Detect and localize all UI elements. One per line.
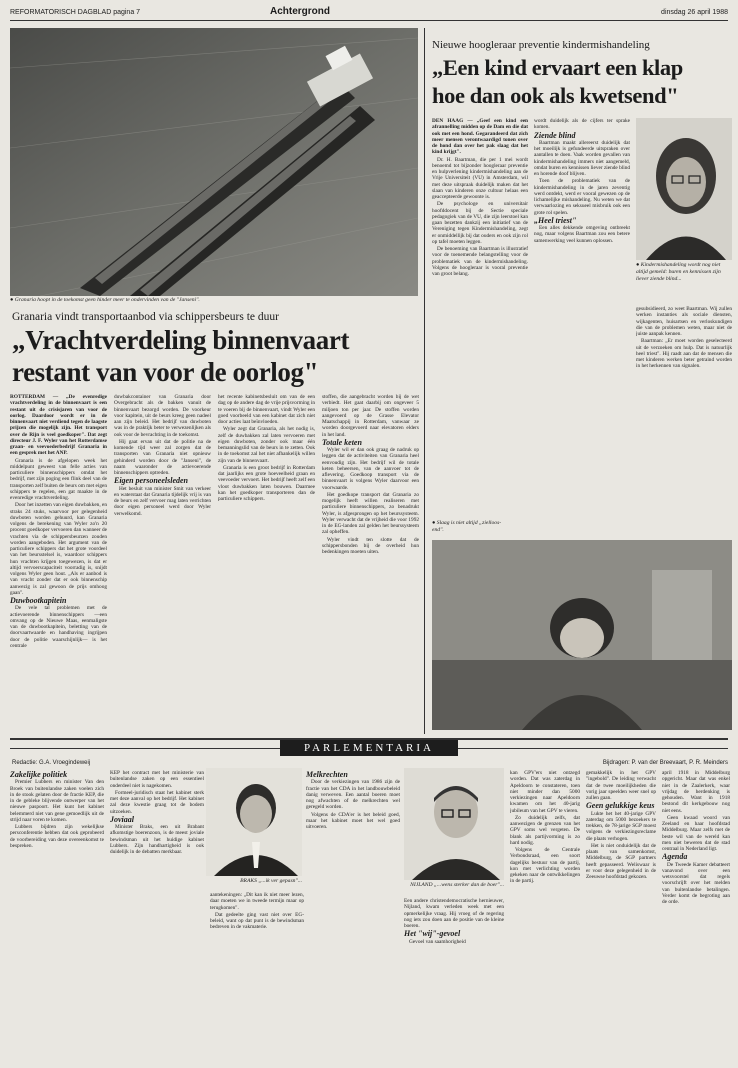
parlement-col-6 bbox=[586, 770, 656, 1060]
braks-portrait bbox=[206, 768, 302, 876]
paragraph: Volgens de Centrale Verbondsraad, een soort dagelijks bestuur van de partij, kon met verlichting worden gekeken naar de ontwikkelingen in de partij. bbox=[510, 847, 580, 885]
parlement-col-7 bbox=[662, 770, 730, 1060]
paragraph: Lubbers bijdren zijn wekelijkse persconferentie hebben dat ook geprobeerd de voorbereiding van deze overeenkomst te bespreken. bbox=[10, 824, 104, 849]
paragraph: Minister Braks, een uit Brabant afkomstige boerenzoon, is de meest joviale bewindsman uit het huidige kabinet Lubbers. Zijn handhartigheid is ook duidelijk in de debatten merkbaar. bbox=[110, 824, 204, 855]
parlement-col-4 bbox=[404, 898, 504, 1060]
subheading: Joviaal bbox=[110, 814, 134, 824]
paragraph: Het is niet onduidelijk dat de plaats van samenkomst, Middelburg, de SGP partners heeft gepasseerd. Weliswaar is er voor deze gelegenheid in de Zeeuwse hoofdstad gekozen. bbox=[586, 842, 656, 880]
subheading: Duwbootkapitein bbox=[10, 596, 67, 605]
paragraph: Hij gaat ervan uit dat de politie na de komende tijd weer zal zorgen dat de transporten van Granaria niet opnieuw gehinderd worden door de "Janseni", de naam waaronder de actievoerende binnenschippers optreden. bbox=[114, 438, 211, 476]
children-photo bbox=[432, 540, 732, 730]
paragraph: Gevoel van saamhorigheid bbox=[409, 938, 466, 945]
paragraph: De benoeming van Baartman is illustratief voor de toenemende belangstelling voor de problematiek van de kindermishandeling. Volgens de hoogleraar is vooral preventie van groot belang. bbox=[432, 246, 528, 277]
issue-date: dinsdag 26 april 1988 bbox=[661, 9, 728, 16]
interview-col-3 bbox=[636, 306, 732, 538]
paragraph: Zo duidelijk zelfs, dat aanwezigen de grenzen van het GPV soms wel vergeten. De blank als partijvorming is zo hard nodig. bbox=[510, 814, 580, 846]
paragraph: Formeel-juridisch staat het kabinet sterk met deze aanval op het bedrijf. Het kabinet zal deze kwestie graag tot de bodem uitzoeken. bbox=[110, 789, 204, 815]
page-header bbox=[10, 8, 728, 21]
parlement-col-5 bbox=[510, 770, 580, 1060]
subheading: Het "wij"-gevoel bbox=[404, 929, 461, 939]
nijland-photo bbox=[404, 768, 504, 880]
paragraph: duwbakcontainer van Granaria door Overgebracht als de bakken vanuit de binnenvaart bezorgd worden. De voorkeur voor kapitein, uit de beurs kreeg geen nadeel aan zijn beleid. Het bedrijf van duwboten was in de praktijk beter te verwezenlijken als ook voor de bevrachting in de toekomst. bbox=[114, 394, 211, 438]
paragraph: Door het inzetten van eigen duwbakken, en straks 24 stuks, waarvoor per gelegenheid duwboten worden gehuurd, kan Granaria volgens de berekening van Wyler zo'n 20 procent goedkoper vervoeren dan wanneer de vrachten via de schippersbeurzen zouden worden aangeboden. Het argument van de particuliere schippers dat het grote voordeel van het beursstelsel is, waardoor schippers hun vrachten krijgen toegewezen, is dat er altijd vervoerscapaciteit voorradig is, snijdt volgens Wyler geen hout. „Als er aanbod is van vracht zonder dat er ook binnenschip aanwezig is zal gewoon de prijs omhoog gaan". bbox=[10, 502, 107, 596]
subheading: Melkrechten bbox=[306, 770, 348, 779]
braks-photo bbox=[206, 768, 302, 876]
parlement-col-3 bbox=[210, 892, 304, 1060]
braks-caption: BRAKS „...ik ver gepasn"... bbox=[240, 878, 302, 884]
paragraph: aantekeningen: „Dit kan ik niet meer lezen, daar moeten we in tweede termijn maar op terugkomen". bbox=[210, 892, 304, 911]
interview-headline-line2: hoe dan ook als kwetsend" bbox=[432, 83, 679, 108]
transport-kicker: Granaria vindt transportaanbod via schippersbeurs te duur bbox=[12, 311, 279, 323]
paragraph: gesubsidieerd, zo weet Baartman. Wij zullen werken instanties als sociale diensten, wijkagenten, huisartsen en verloskundigen die van de problemen weten, maar niet de juiste aanpak kennen. bbox=[636, 306, 732, 337]
vertical-divider bbox=[424, 28, 425, 734]
paragraph: Door de verkiezingen van 1986 zijn de fractie van het CDA in het landbouwbeleid danig verweven. Een aantal boeren moet nog afwachten of de melkrechten wel geregeld worden. bbox=[306, 779, 400, 811]
portrait-illustration bbox=[636, 118, 732, 260]
nijland-portrait bbox=[404, 768, 504, 880]
interview-kicker: Nieuwe hoogleraar preventie kindermishandeling bbox=[432, 39, 650, 51]
paragraph: Granaria is een groot bedrijf in Rotterdam dat jaarlijks een grote hoeveelheid graan en veevoeder vervoert. Het bedrijf heeft zelf een vloot duwbakken laten bouwen. Daarmee kan het goedkoper transporteren dan de particuliere schippers. bbox=[218, 464, 315, 502]
barge-photo-illustration bbox=[10, 28, 418, 296]
subheading: Ziende blind bbox=[534, 130, 576, 140]
paragraph: Dr. H. Baartman, die per 1 mei wordt benoemd tot bijzonder hoogleraar preventie en hulpverlening kindermishandeling aan de Vrije Universiteit (VU) in Amsterdam, wil met deze uitspraak duidelijk maken dat het slaan van kinderen onze cultuur helaas een geaccepteerde gewoonte is. bbox=[432, 156, 528, 200]
paragraph: kan GPV'ers niet ontzegd worden. Dat was zaterdag in Apeldoorn te constateren, toen niet minder dan 5000 verkiezingen naar Apeldoorn kwamen om het 40-jarig jubileum van het GPV te vieren. bbox=[510, 770, 580, 814]
paragraph: De vele tal problemen met de actievoerende binnenschippers —een omvang op de Nieuwe Maas, eenmaligste van de duwbootkapitein, beletting van de doorvaartwaarde en handhaving ingrijpen door de politie waarschijnlijk— is het centrale bbox=[10, 605, 107, 649]
subheading: Totale keten bbox=[322, 437, 362, 447]
paragraph: Premier Lubbers en minister Van den Broek van buitenlandse zaken voelen zich in de stook gelaten door de fractie KEP, die in de gebleke blijvende ontwerper van het nieuwe paspoort. Het kunt het kabinet belemmerd niet van gene gemoedlijk uit de strijd naar voren te komen. bbox=[10, 779, 104, 823]
paragraph: Een alles dekkende omgeving ontbreekt nog, maar volgens Baartman zou een betere samenwerking veel kunnen oplossen. bbox=[534, 225, 630, 244]
logo-band-right bbox=[458, 748, 728, 749]
paragraph: Volgens de CDA'er is het beleid goed, maar het kabinet moet het wel goed uitvoeren. bbox=[306, 811, 400, 830]
paragraph: Baartman maakt allereerst duidelijk dat het moeilijk is gefundeerde uitspraken over aantallen te doen. Vaak worden gevallen van kindermishandeling immers niet aangemeld, omdat buren en kennissen liever ziende blind en horende doof blijven. bbox=[534, 139, 630, 177]
paragraph: Een andere christendemocratische hernieuwer, Nijland, kwam verleden week met een opmerkelijke vraag. Hij vroeg of de regering nog iets zou doen aan de positie van de kleine boeren. bbox=[404, 898, 504, 929]
transport-col-1 bbox=[10, 394, 107, 734]
paragraph: april 1918 in Middelburg opgericht. Maar dat was enkel niet in de Zaalerkerk, waar vrijdag de herdenking is gehouden. Want in 1918 bestond dit kerkgebouw nog niet eens. bbox=[662, 770, 730, 814]
barge-photo bbox=[10, 28, 418, 296]
interview-dateline: DEN HAAG — „Geef een kind een afrannelling midden op de Dam en die dat ook met een hond. Gegarandeerd dat zich meer mensen verontwaardigd tonen over de hond dan over het pak slaag dat het kind krijgt". bbox=[432, 118, 528, 156]
transport-headline bbox=[12, 324, 422, 388]
interview-col-2 bbox=[534, 118, 630, 528]
paragraph: gemakkelijk in het GPV "ingebold". De leiding verwacht dat de twee moeilijkheden die vorig jaar speelden weer snel op zullen gaan. bbox=[586, 770, 656, 801]
paragraph: Wyler vindt ten slotte dat de schippersbonden bij de overheid hun bedenkingen moeten uiten. bbox=[322, 536, 419, 555]
logo-band-left bbox=[10, 748, 280, 749]
interview-col-1 bbox=[432, 118, 528, 518]
paragraph: wordt duidelijk als de cijfers ter sprake komen. bbox=[534, 118, 630, 131]
parlement-col-3b bbox=[306, 770, 400, 1060]
paragraph: Granaria is de afgelopen week het middelpunt geweest van felle acties van particuliere binnenschippers omdat het bedrijf, met zijn poging een flink deel van de transporten zelf buiten de beurs om met eigen schippers te regelen, een gat maakte in de evenredige vrachtverdeling. bbox=[10, 457, 107, 501]
parlement-col-1 bbox=[10, 770, 104, 1060]
subheading: Eigen personeelsleden bbox=[114, 476, 188, 486]
children-photo-illustration bbox=[432, 540, 732, 730]
section-title: Achtergrond bbox=[270, 6, 330, 17]
transport-col-4 bbox=[322, 394, 419, 734]
redactie-credit: Redactie: G.A. Vroegindeweij bbox=[12, 760, 91, 766]
paragraph: Wyler wil er dan ook graag de nadruk op leggen dat de activiteiten van Granaria heel eenvoudig zijn. Het bedrijf wil de totale keten beheersen, van de aanvoer tot de aflevering. Goedkoop transport via de binnenvaart is volgens Wyler daarvoor een voorwaarde. bbox=[322, 447, 419, 491]
paragraph: Wyler zegt dat Granaria, als het nodig is, zelf de duwbakken zal laten vervoeren met eigen duwboten, zonder ook maar één bemanningslid van de beurs in te zetten. Ook in de toekomst zal het niet afhankelijk willen zijn van de binnenvaart. bbox=[218, 426, 315, 464]
parlementaria-logo: PARLEMENTARIA bbox=[280, 740, 458, 756]
transport-col-3 bbox=[218, 394, 315, 734]
paragraph: De Tweede Kamer debatteert vanavond over een wetsvoorstel dat regels voorschrijft over het melden van buitenlandse betalingen. Verder komt de begroting aan de orde. bbox=[662, 861, 730, 905]
transport-dateline: ROTTERDAM — „De evenredige vrachtverdeling in de binnenvaart is een restant uit de crisisjaren van voor de oorlog. Daardoor wordt er in de binnenvaart niet verdiend tegen de laagste prijzen die mogelijk zijn. Het transport over de Rijn is veel goedkoper". Dat zegt directeur J. F. Wyler van het Rotterdamse graan- en veevoederbedrijf Granaria in een gesprek met het ANP. bbox=[10, 394, 107, 457]
bijdragen-credit: Bijdragen: P. van der Breevaart, P. R. Meinders bbox=[602, 760, 728, 766]
paragraph: Baartman: „Er moet worden geselecteerd uit de verzoeken om hulp. Dat is natuurlijk heel triest". Hij raadt aan dat de mensen die met kinderen werken beter getraind worden in het herkennen van signalen. bbox=[636, 338, 732, 370]
subheading: Agenda bbox=[662, 852, 688, 862]
paragraph: stoffen, die aangebracht worden bij de wet verbiedt. Het gaat daarbij om ongeveer 5 miljoen ton per jaar. De stoffen worden aangevoerd op de Grasse Elevator Maatschappij in Rotterdam, vanwaar ze worden doorgevoerd naar elevatoren elders in het land. bbox=[322, 394, 419, 438]
portrait-caption: ● Kindermishandeling wordt nog niet altijd gemeld: buren en kennissen zijn liever ziende blind... bbox=[636, 262, 721, 282]
interview-caption-1: ● Slaag is niet altijd „zielloos- end". bbox=[432, 520, 502, 533]
transport-headline-line2: restant van voor de oorlog" bbox=[12, 357, 319, 387]
interview-headline bbox=[432, 54, 732, 110]
parlement-col-2 bbox=[110, 770, 204, 1060]
portrait-photo bbox=[636, 118, 732, 260]
paragraph: Het goedkope transport dat Granaria zo mogelijk heeft willen realiseren met particuliere binnenschippers, zo benadrukt Wyler, is afgesprongen op het beurssysteem. Wyler verwacht dat de vrijheid die voor 1992 in de EG-landen zal gelden het beurssysteem zal opheffen. bbox=[322, 491, 419, 536]
paragraph: Toen de problematiek van de kindermishandeling in de jaren zeventig werd ontdekt, werd er vooral gewezen op de lichamelijke mishandeling. Nu weten we dat verwaarlozing en seksueel misbruik ook een grote rol spelen. bbox=[534, 178, 630, 216]
subheading: Geen gelukkige keus bbox=[586, 801, 655, 811]
nijland-caption: NIJLAND „...wens sterker dan de boer"... bbox=[410, 882, 504, 888]
interview-headline-line1: „Een kind ervaart een klap bbox=[432, 55, 683, 80]
subheading: „Heel triest" bbox=[534, 215, 577, 225]
paragraph: Het besluit van minister Smit van verkeer en waterstaat dat Granaria tijdelijk vrij is van de beurs en zelf vervoer mag laten verrichten door eigen personeel werd door Wyler verwelkomd. bbox=[114, 485, 211, 517]
subheading: Zakelijke politiek bbox=[10, 770, 68, 779]
paragraph: Dat gedeelte ging vast niet over EG-beleid, want op dat punt is de bewindsman bedreven in de vakmaterie. bbox=[210, 911, 304, 931]
paragraph: KEP het contract met het ministerie van buitenlandse zaken op een essentieel onderdeel niet is nagekomen. bbox=[110, 770, 204, 789]
photo-caption: ● Granaria hoopt in de toekomst geen hinder meer te ondervinden van de "Janseni". bbox=[10, 297, 200, 303]
paragraph: het recente kabinetsbesluit om van de een dag op de andere dag de vrije prijsvorming in te voeren bij de binnenvaart, vindt Wyler een goed voorbeeld van een kabinet dat zich niet door acties laat beïnvloeden. bbox=[218, 394, 315, 425]
paragraph: Lukte het het 40-jarige GPV zaterdag om 5000 bezoekers te trekken, de 78-jarige SGP moest volgens de verkiezingsreclame die plaats verhogen. bbox=[586, 810, 656, 842]
paragraph: Geen kwaad woord van Zeeland en haar hoofdstad Middelburg. Maar zelfs met de beste wil van de wereld kan men niet beweren dat de stad centraal in Nederland ligt. bbox=[662, 814, 730, 852]
transport-headline-line1: „Vrachtverdeling binnenvaart bbox=[12, 325, 350, 355]
transport-col-2 bbox=[114, 394, 211, 734]
paragraph: De psychologe en universitair hoofddocent bij de Sectie speciale pedagogiek van de VU, die zijn leerstoel kan gaan bezetten dankzij een initiatief van de Vereniging tegen Kindermishandeling, zegt er onmiddellijk bij dat ouders en ook zijn rol op tafel moeten leggen. bbox=[432, 201, 528, 245]
paper-name-page: REFORMATORISCH DAGBLAD pagina 7 bbox=[10, 9, 141, 16]
